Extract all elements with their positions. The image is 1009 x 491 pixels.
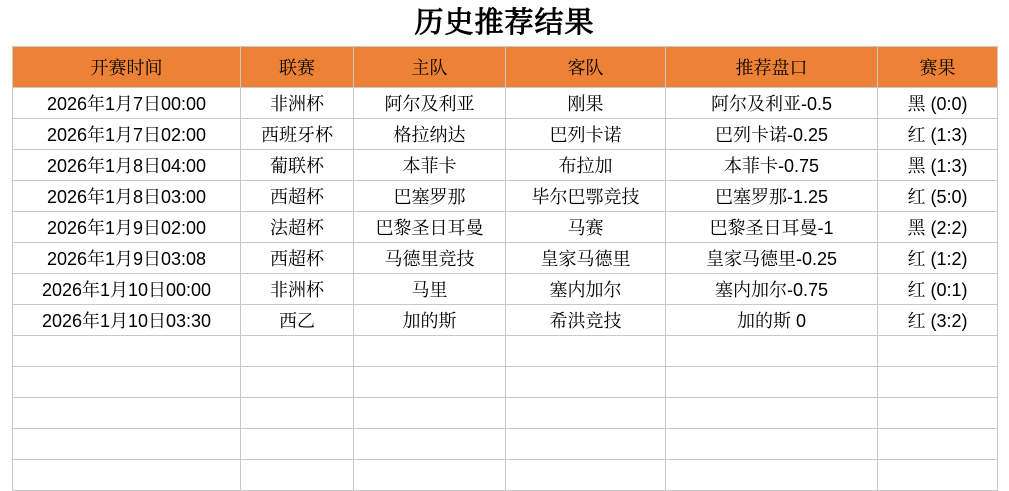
- empty-cell: [878, 429, 998, 460]
- cell-league: 西乙: [241, 305, 354, 336]
- result-label: 红: [907, 125, 926, 145]
- cell-home-team: 马德里竞技: [354, 243, 506, 274]
- empty-cell: [241, 336, 354, 367]
- cell-time: 2026年1月7日00:00: [13, 88, 241, 119]
- empty-cell: [241, 398, 354, 429]
- cell-home-team: 本菲卡: [354, 150, 506, 181]
- empty-cell: [666, 460, 878, 491]
- column-header-recommend: 推荐盘口: [666, 47, 878, 88]
- cell-recommend: 巴黎圣日耳曼-1: [666, 212, 878, 243]
- cell-result: [878, 150, 998, 181]
- result-score: (5:0): [930, 187, 968, 207]
- empty-cell: [354, 429, 506, 460]
- result-score: (3:2): [930, 311, 968, 331]
- cell-result: [878, 243, 998, 274]
- column-header-time: 开赛时间: [13, 47, 241, 88]
- result-score: (0:0): [930, 94, 968, 114]
- column-header-away: 客队: [506, 47, 666, 88]
- empty-cell: [241, 460, 354, 491]
- column-header-league: 联赛: [241, 47, 354, 88]
- empty-row: [13, 398, 998, 429]
- table-row: [13, 274, 998, 305]
- table-row: [13, 305, 998, 336]
- empty-cell: [354, 367, 506, 398]
- result-label: 黑: [907, 156, 926, 176]
- cell-home-team: 巴塞罗那: [354, 181, 506, 212]
- cell-recommend: 塞内加尔-0.75: [666, 274, 878, 305]
- history-results-table: [12, 46, 998, 491]
- empty-cell: [878, 460, 998, 491]
- result-score: (2:2): [930, 218, 968, 238]
- result-score: (1:3): [930, 156, 968, 176]
- empty-cell: [13, 429, 241, 460]
- cell-league: 西超杯: [241, 181, 354, 212]
- empty-cell: [878, 367, 998, 398]
- cell-recommend: 本菲卡-0.75: [666, 150, 878, 181]
- cell-recommend: 阿尔及利亚-0.5: [666, 88, 878, 119]
- table-header: [13, 47, 998, 88]
- cell-away-team: 毕尔巴鄂竞技: [506, 181, 666, 212]
- cell-recommend: 巴列卡诺-0.25: [666, 119, 878, 150]
- cell-time: 2026年1月8日03:00: [13, 181, 241, 212]
- empty-cell: [354, 336, 506, 367]
- cell-league: 西超杯: [241, 243, 354, 274]
- empty-cell: [666, 367, 878, 398]
- cell-away-team: 皇家马德里: [506, 243, 666, 274]
- cell-result: [878, 212, 998, 243]
- empty-cell: [506, 429, 666, 460]
- empty-row: [13, 460, 998, 491]
- result-label: 黑: [907, 94, 926, 114]
- cell-recommend: 皇家马德里-0.25: [666, 243, 878, 274]
- table-body: [13, 88, 998, 491]
- empty-cell: [666, 336, 878, 367]
- cell-time: 2026年1月8日04:00: [13, 150, 241, 181]
- cell-recommend: 加的斯 0: [666, 305, 878, 336]
- column-header-home: 主队: [354, 47, 506, 88]
- cell-result: [878, 274, 998, 305]
- cell-league: 法超杯: [241, 212, 354, 243]
- cell-time: 2026年1月9日03:08: [13, 243, 241, 274]
- result-score: (1:3): [930, 125, 968, 145]
- table-row: [13, 88, 998, 119]
- cell-result: [878, 88, 998, 119]
- cell-home-team: 马里: [354, 274, 506, 305]
- table-row: [13, 181, 998, 212]
- result-label: 红: [907, 311, 926, 331]
- table-row: [13, 119, 998, 150]
- result-label: 红: [907, 249, 926, 269]
- cell-away-team: 希洪竞技: [506, 305, 666, 336]
- empty-cell: [13, 460, 241, 491]
- empty-cell: [13, 336, 241, 367]
- result-label: 红: [907, 187, 926, 207]
- cell-away-team: 刚果: [506, 88, 666, 119]
- empty-cell: [354, 398, 506, 429]
- cell-away-team: 塞内加尔: [506, 274, 666, 305]
- empty-cell: [506, 398, 666, 429]
- empty-cell: [506, 367, 666, 398]
- cell-league: 西班牙杯: [241, 119, 354, 150]
- result-score: (1:2): [930, 249, 968, 269]
- cell-away-team: 布拉加: [506, 150, 666, 181]
- result-score: (0:1): [930, 280, 968, 300]
- result-label: 黑: [907, 218, 926, 238]
- cell-result: [878, 305, 998, 336]
- empty-cell: [354, 460, 506, 491]
- cell-home-team: 阿尔及利亚: [354, 88, 506, 119]
- empty-cell: [13, 398, 241, 429]
- empty-row: [13, 367, 998, 398]
- cell-league: 非洲杯: [241, 274, 354, 305]
- empty-row: [13, 336, 998, 367]
- cell-away-team: 马赛: [506, 212, 666, 243]
- page-title: 历史推荐结果: [414, 7, 595, 39]
- empty-cell: [506, 336, 666, 367]
- empty-cell: [13, 367, 241, 398]
- empty-cell: [666, 398, 878, 429]
- empty-cell: [506, 460, 666, 491]
- cell-time: 2026年1月9日02:00: [13, 212, 241, 243]
- column-header-result: 赛果: [878, 47, 998, 88]
- cell-recommend: 巴塞罗那-1.25: [666, 181, 878, 212]
- empty-cell: [666, 429, 878, 460]
- cell-time: 2026年1月10日00:00: [13, 274, 241, 305]
- cell-league: 非洲杯: [241, 88, 354, 119]
- cell-time: 2026年1月7日02:00: [13, 119, 241, 150]
- table-row: [13, 212, 998, 243]
- result-label: 红: [907, 280, 926, 300]
- empty-cell: [241, 367, 354, 398]
- table-row: [13, 150, 998, 181]
- cell-away-team: 巴列卡诺: [506, 119, 666, 150]
- cell-league: 葡联杯: [241, 150, 354, 181]
- cell-home-team: 巴黎圣日耳曼: [354, 212, 506, 243]
- table-row: [13, 243, 998, 274]
- cell-home-team: 加的斯: [354, 305, 506, 336]
- empty-cell: [878, 398, 998, 429]
- empty-cell: [241, 429, 354, 460]
- empty-cell: [878, 336, 998, 367]
- empty-row: [13, 429, 998, 460]
- cell-result: [878, 119, 998, 150]
- header-row: [13, 47, 998, 88]
- cell-result: [878, 181, 998, 212]
- cell-time: 2026年1月10日03:30: [13, 305, 241, 336]
- cell-home-team: 格拉纳达: [354, 119, 506, 150]
